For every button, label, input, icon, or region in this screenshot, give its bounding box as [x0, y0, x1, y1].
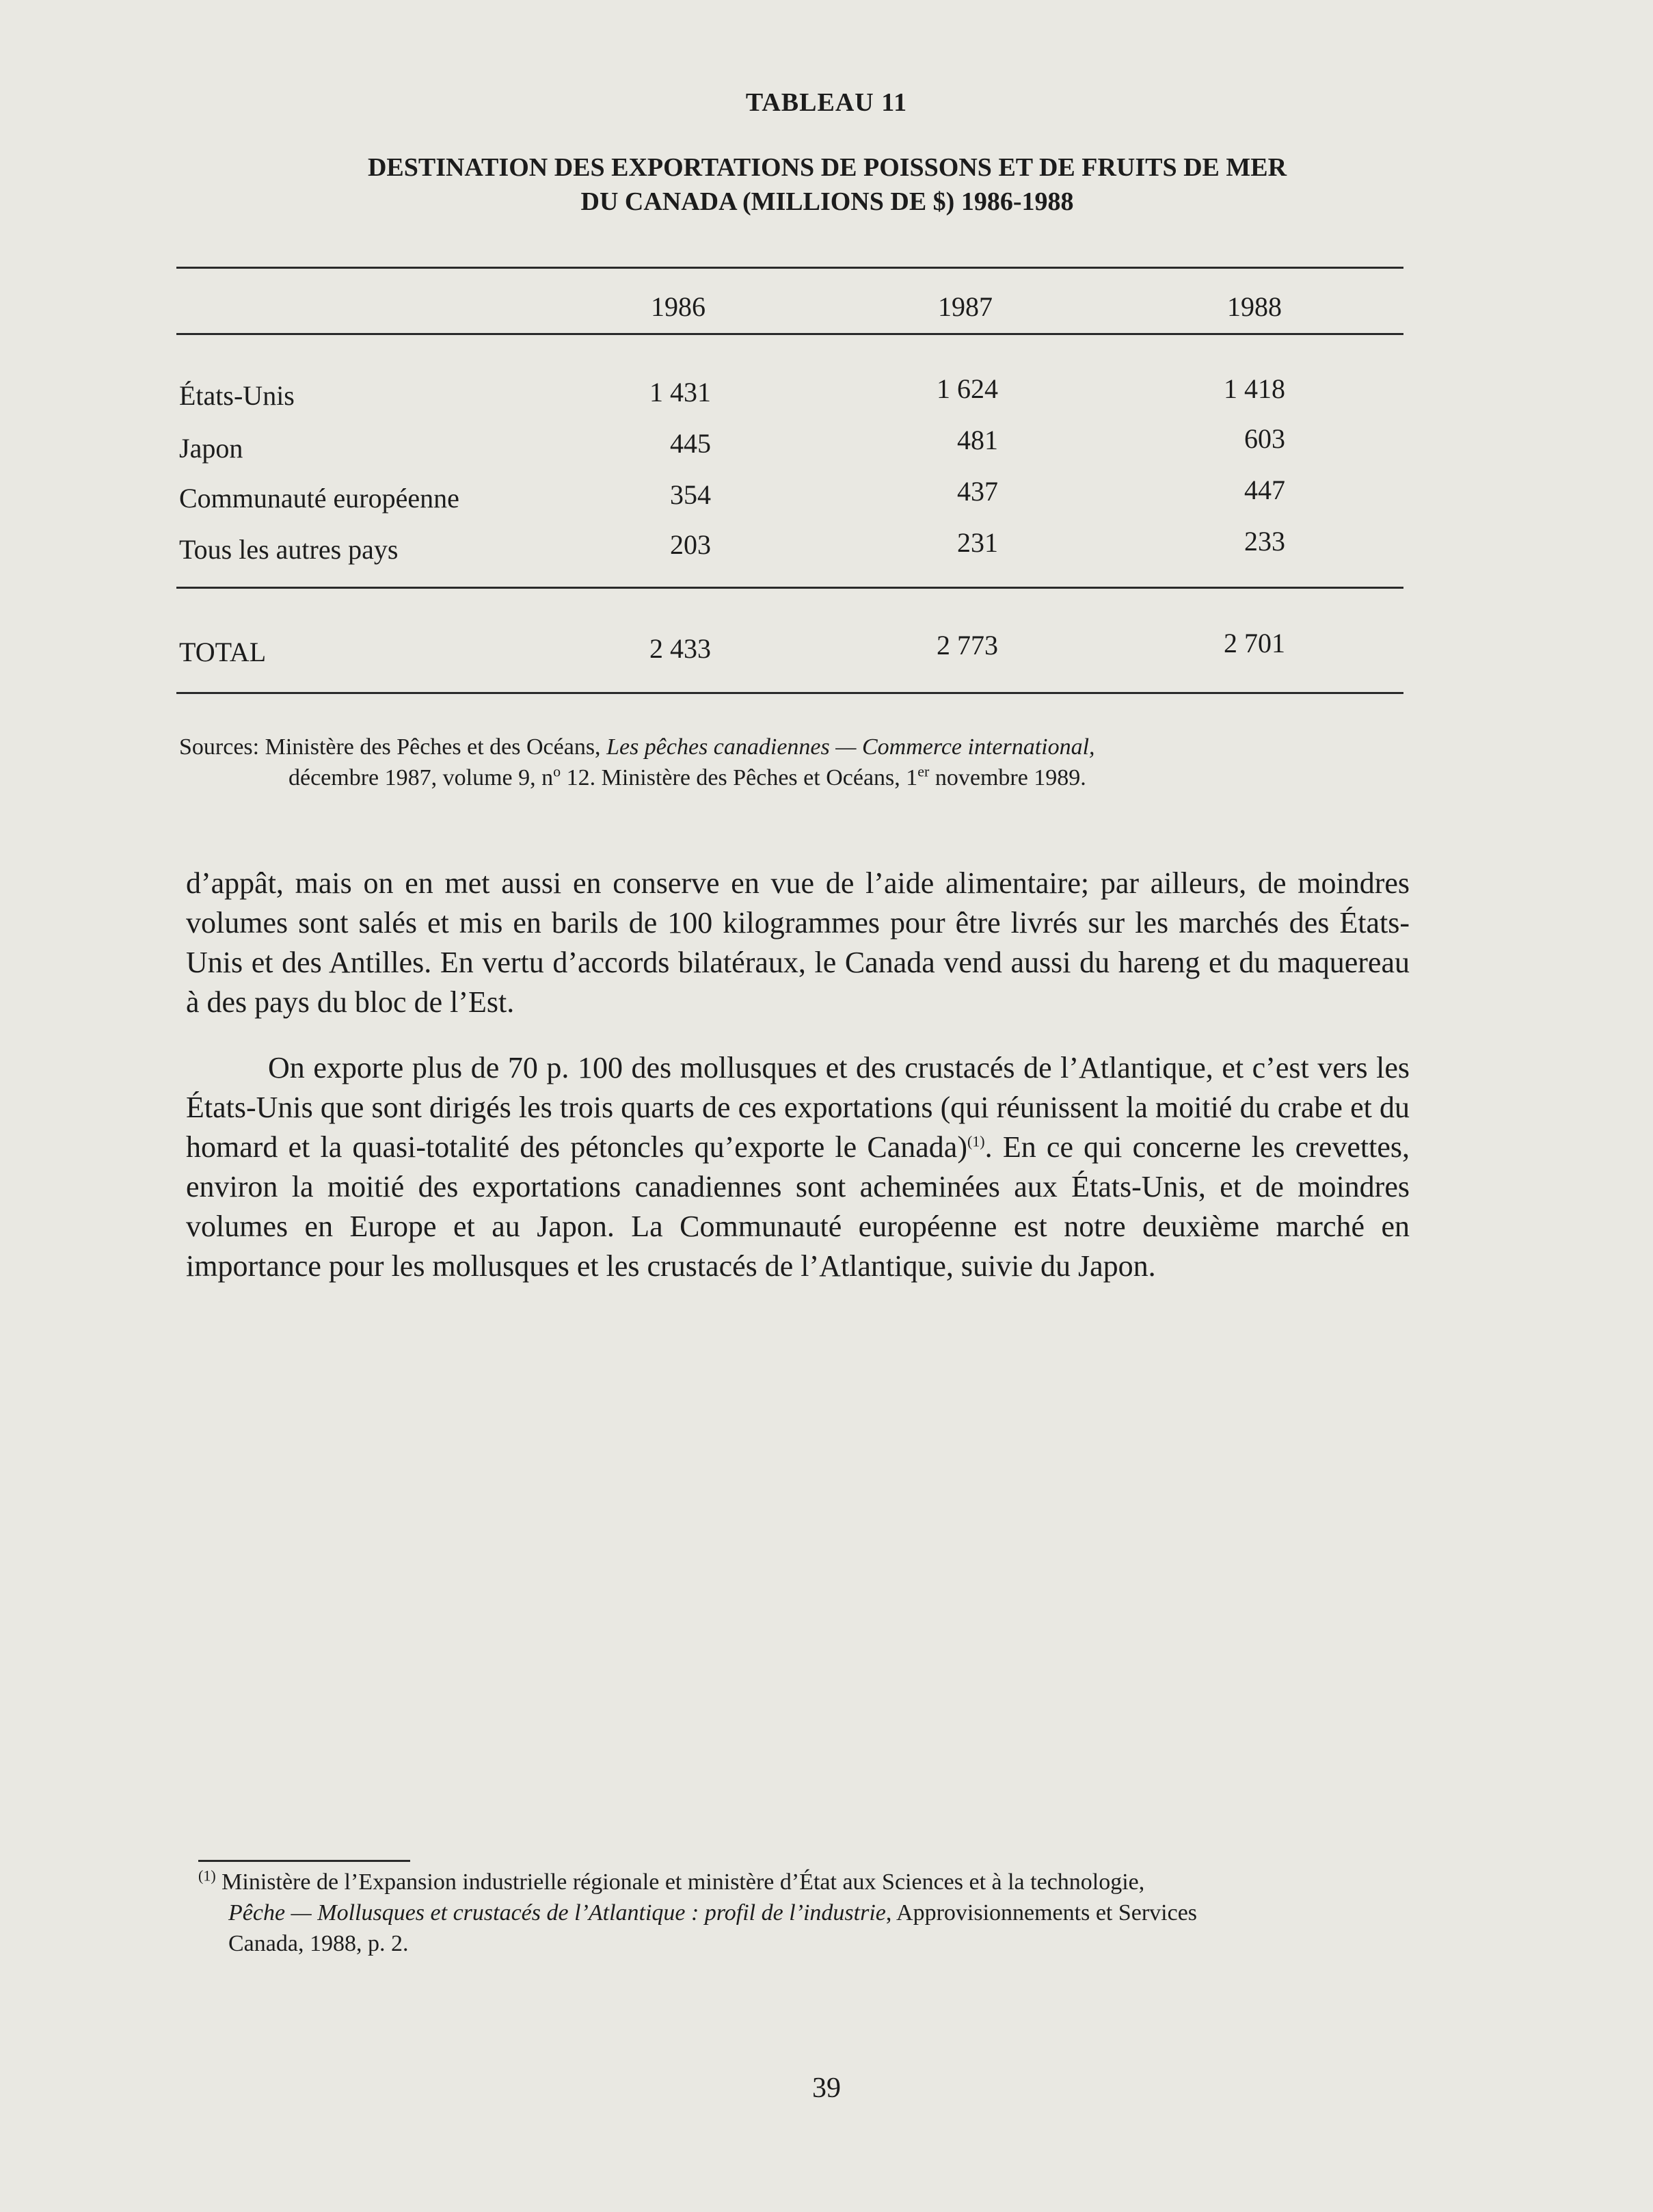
- table-total-rule: [176, 587, 1403, 589]
- table-sources: [179, 732, 1403, 793]
- cell-total-1987: 2 773: [937, 630, 998, 661]
- column-header-1987: 1987: [938, 291, 993, 322]
- footnote-rule: [198, 1860, 410, 1862]
- cell-communaute-1987: 437: [957, 476, 998, 507]
- table-bottom-rule: [176, 692, 1403, 694]
- table-header-rule: [176, 333, 1403, 335]
- row-label-etats-unis: États-Unis: [179, 380, 295, 411]
- table-label: TABLEAU 11: [745, 88, 908, 117]
- cell-communaute-1986: 354: [670, 479, 711, 510]
- page-number: 39: [812, 2073, 841, 2104]
- footnote-reference[interactable]: (1): [967, 1132, 985, 1150]
- table-title: [164, 150, 1490, 219]
- cell-autres-1987: 231: [957, 527, 998, 558]
- cell-autres-1988: 233: [1244, 526, 1285, 557]
- cell-japon-1987: 481: [957, 425, 998, 455]
- cell-total-1988: 2 701: [1224, 628, 1285, 658]
- footnote: [198, 1867, 1408, 1959]
- column-header-1986: 1986: [651, 291, 705, 322]
- sources-line-2: décembre 1987, volume 9, $n^o$ 12. Ministère des Pêches et Océans, 1er novembre 1989.: [288, 762, 1086, 790]
- row-label-communaute-europeenne: Communauté européenne: [179, 483, 459, 514]
- cell-autres-1986: 203: [670, 529, 711, 560]
- cell-total-1986: 2 433: [649, 633, 711, 664]
- body-paragraph-2: On exporte plus de 70 p. 100 des mollusques et des crustacés de l’Atlantique, et c’est vers les États-Unis que sont dirigés les trois quarts de ces exportations (qui réunissent la moitié du crabe et du homard et la quasi-totalité des pétoncles qu’exporte le Canada)$^{(1)}$. En ce qui concerne les crevettes, environ la moitié des exportations canadiennes sont acheminées aux États-Unis, et de moindres volumes en Europe et au Japon. La Communauté européenne est notre deuxième marché en importance pour les mollusques et les crustacés de l’Atlantique, suivie du Japon.: [186, 1051, 1410, 1283]
- footnote-line-1: $^{(1)}$ Ministère de l’Expansion industrielle régionale et ministère d’État aux Sciences et à la technologie,: [198, 1867, 1145, 1895]
- row-label-japon: Japon: [179, 433, 243, 464]
- row-label-total: TOTAL: [179, 637, 267, 667]
- table-title-line-2: DU CANADA (MILLIONS DE $) 1986-1988: [580, 187, 1074, 216]
- column-header-1988: 1988: [1227, 291, 1282, 322]
- table-title-line-1: DESTINATION DES EXPORTATIONS DE POISSONS ET DE FRUITS DE MER: [367, 153, 1287, 182]
- sources-publication-title: Les pêches canadiennes — Commerce international,: [606, 734, 1095, 760]
- cell-etats-unis-1986: 1 431: [649, 377, 711, 408]
- cell-japon-1988: 603: [1244, 423, 1285, 454]
- cell-etats-unis-1987: 1 624: [937, 373, 998, 404]
- footnote-line-2: Pêche — Mollusques et crustacés de l’Atlantique : profil de l’industrie, Approvisionnements et Services: [228, 1900, 1198, 1925]
- footnote-publication-title: Pêche — Mollusques et crustacés de l’Atlantique : profil de l’industrie: [228, 1900, 886, 1925]
- row-label-autres-pays: Tous les autres pays: [179, 534, 399, 565]
- sources-line-1: Sources: Ministère des Pêches et des Océans, Les pêches canadiennes — Commerce international,: [179, 734, 1095, 760]
- footnote-line-3: Canada, 1988, p. 2.: [228, 1931, 409, 1956]
- table-top-rule: [176, 267, 1403, 269]
- cell-communaute-1988: 447: [1244, 475, 1285, 505]
- cell-japon-1986: 445: [670, 428, 711, 459]
- cell-etats-unis-1988: 1 418: [1224, 373, 1285, 404]
- body-paragraph-1: d’appât, mais on en met aussi en conserve en vue de l’aide alimentaire; par ailleurs, de moindres volumes sont salés et mis en barils de 100 kilogrammes pour être livrés sur les marchés des États-Unis et des Antilles. En vertu d’accords bilatéraux, le Canada vend aussi du hareng et du maquereau à des pays du bloc de l’Est.: [186, 866, 1410, 1019]
